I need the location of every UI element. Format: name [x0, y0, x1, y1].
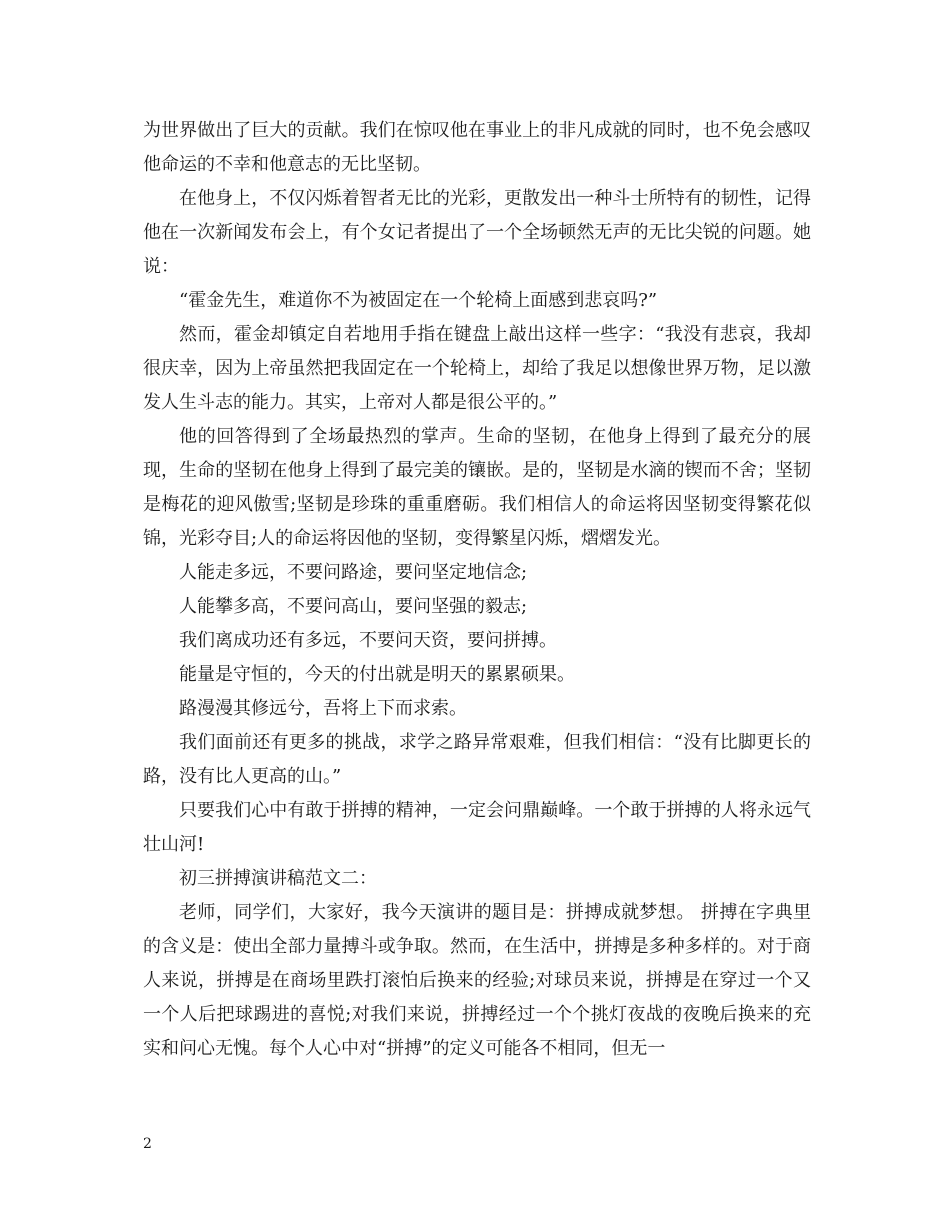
paragraph: 他的回答得到了全场最热烈的掌声。生命的坚韧，在他身上得到了最充分的展现，生命的坚韧在他身上得到了最完美的镶嵌。是的，坚韧是水滴的锲而不舍；坚韧是梅花的迎风傲雪;坚韧是珍珠的重重磨砺。我们相信人的命运将因坚韧变得繁花似锦，光彩夺目;人的命运将因他的坚韧，变得繁星闪烁，熠熠发光。 [143, 426, 811, 549]
paragraph: 老师，同学们，大家好，我今天演讲的题目是：拼搏成就梦想。 拼搏在字典里的含义是：使出全部力量搏斗或争取。然而，在生活中，拼搏是多种多样的。对于商人来说，拼搏是在商场里跌打滚怕后换来的经验;对球员来说，拼搏是在穿过一个又一个人后把球踢进的喜悦;对我们来说，拼搏经过一个个挑灯夜战的夜晚后换来的充实和问心无愧。每个人心中对“拼搏”的定义可能各不相同，但无一 [143, 902, 811, 1059]
paragraph: 我们面前还有更多的挑战，求学之路异常艰难，但我们相信：“没有比脚更长的路，没有比人更高的山。” [143, 732, 811, 787]
page-number: 2 [143, 1136, 152, 1152]
paragraph: 人能走多远，不要问路途，要问坚定地信念; [179, 562, 528, 583]
paragraph: 我们离成功还有多远，不要问天资，要问拼搏。 [179, 630, 557, 651]
paragraph: “霍金先生，难道你不为被固定在一个轮椅上面感到悲哀吗?” [179, 290, 658, 311]
paragraph: 只要我们心中有敢于拼搏的精神，一定会问鼎巅峰。一个敢于拼搏的人将永远气壮山河! [143, 800, 811, 855]
paragraph: 能量是守恒的，今天的付出就是明天的累累硕果。 [179, 664, 575, 685]
paragraph: 为世界做出了巨大的贡献。我们在惊叹他在事业上的非凡成就的同时，也不免会感叹他命运的不幸和他意志的无比坚韧。 [143, 120, 811, 175]
paragraph: 在他身上，不仅闪烁着智者无比的光彩，更散发出一种斗士所特有的韧性，记得他在一次新闻发布会上，有个女记者提出了一个全场顿然无声的无比尖锐的问题。她说： [143, 188, 811, 277]
paragraph: 人能攀多高，不要问高山，要问坚强的毅志; [179, 596, 528, 617]
paragraph: 然而，霍金却镇定自若地用手指在键盘上敲出这样一些字：“我没有悲哀，我却很庆幸，因为上帝虽然把我固定在一个轮椅上，却给了我足以想像世界万物，足以激发人生斗志的能力。其实，上帝对人都是很公平的。” [143, 324, 811, 413]
section-heading: 初三拼搏演讲稿范文二： [179, 868, 377, 889]
paragraph: 路漫漫其修远兮，吾将上下而求索。 [179, 698, 467, 719]
document-body [143, 114, 811, 1066]
